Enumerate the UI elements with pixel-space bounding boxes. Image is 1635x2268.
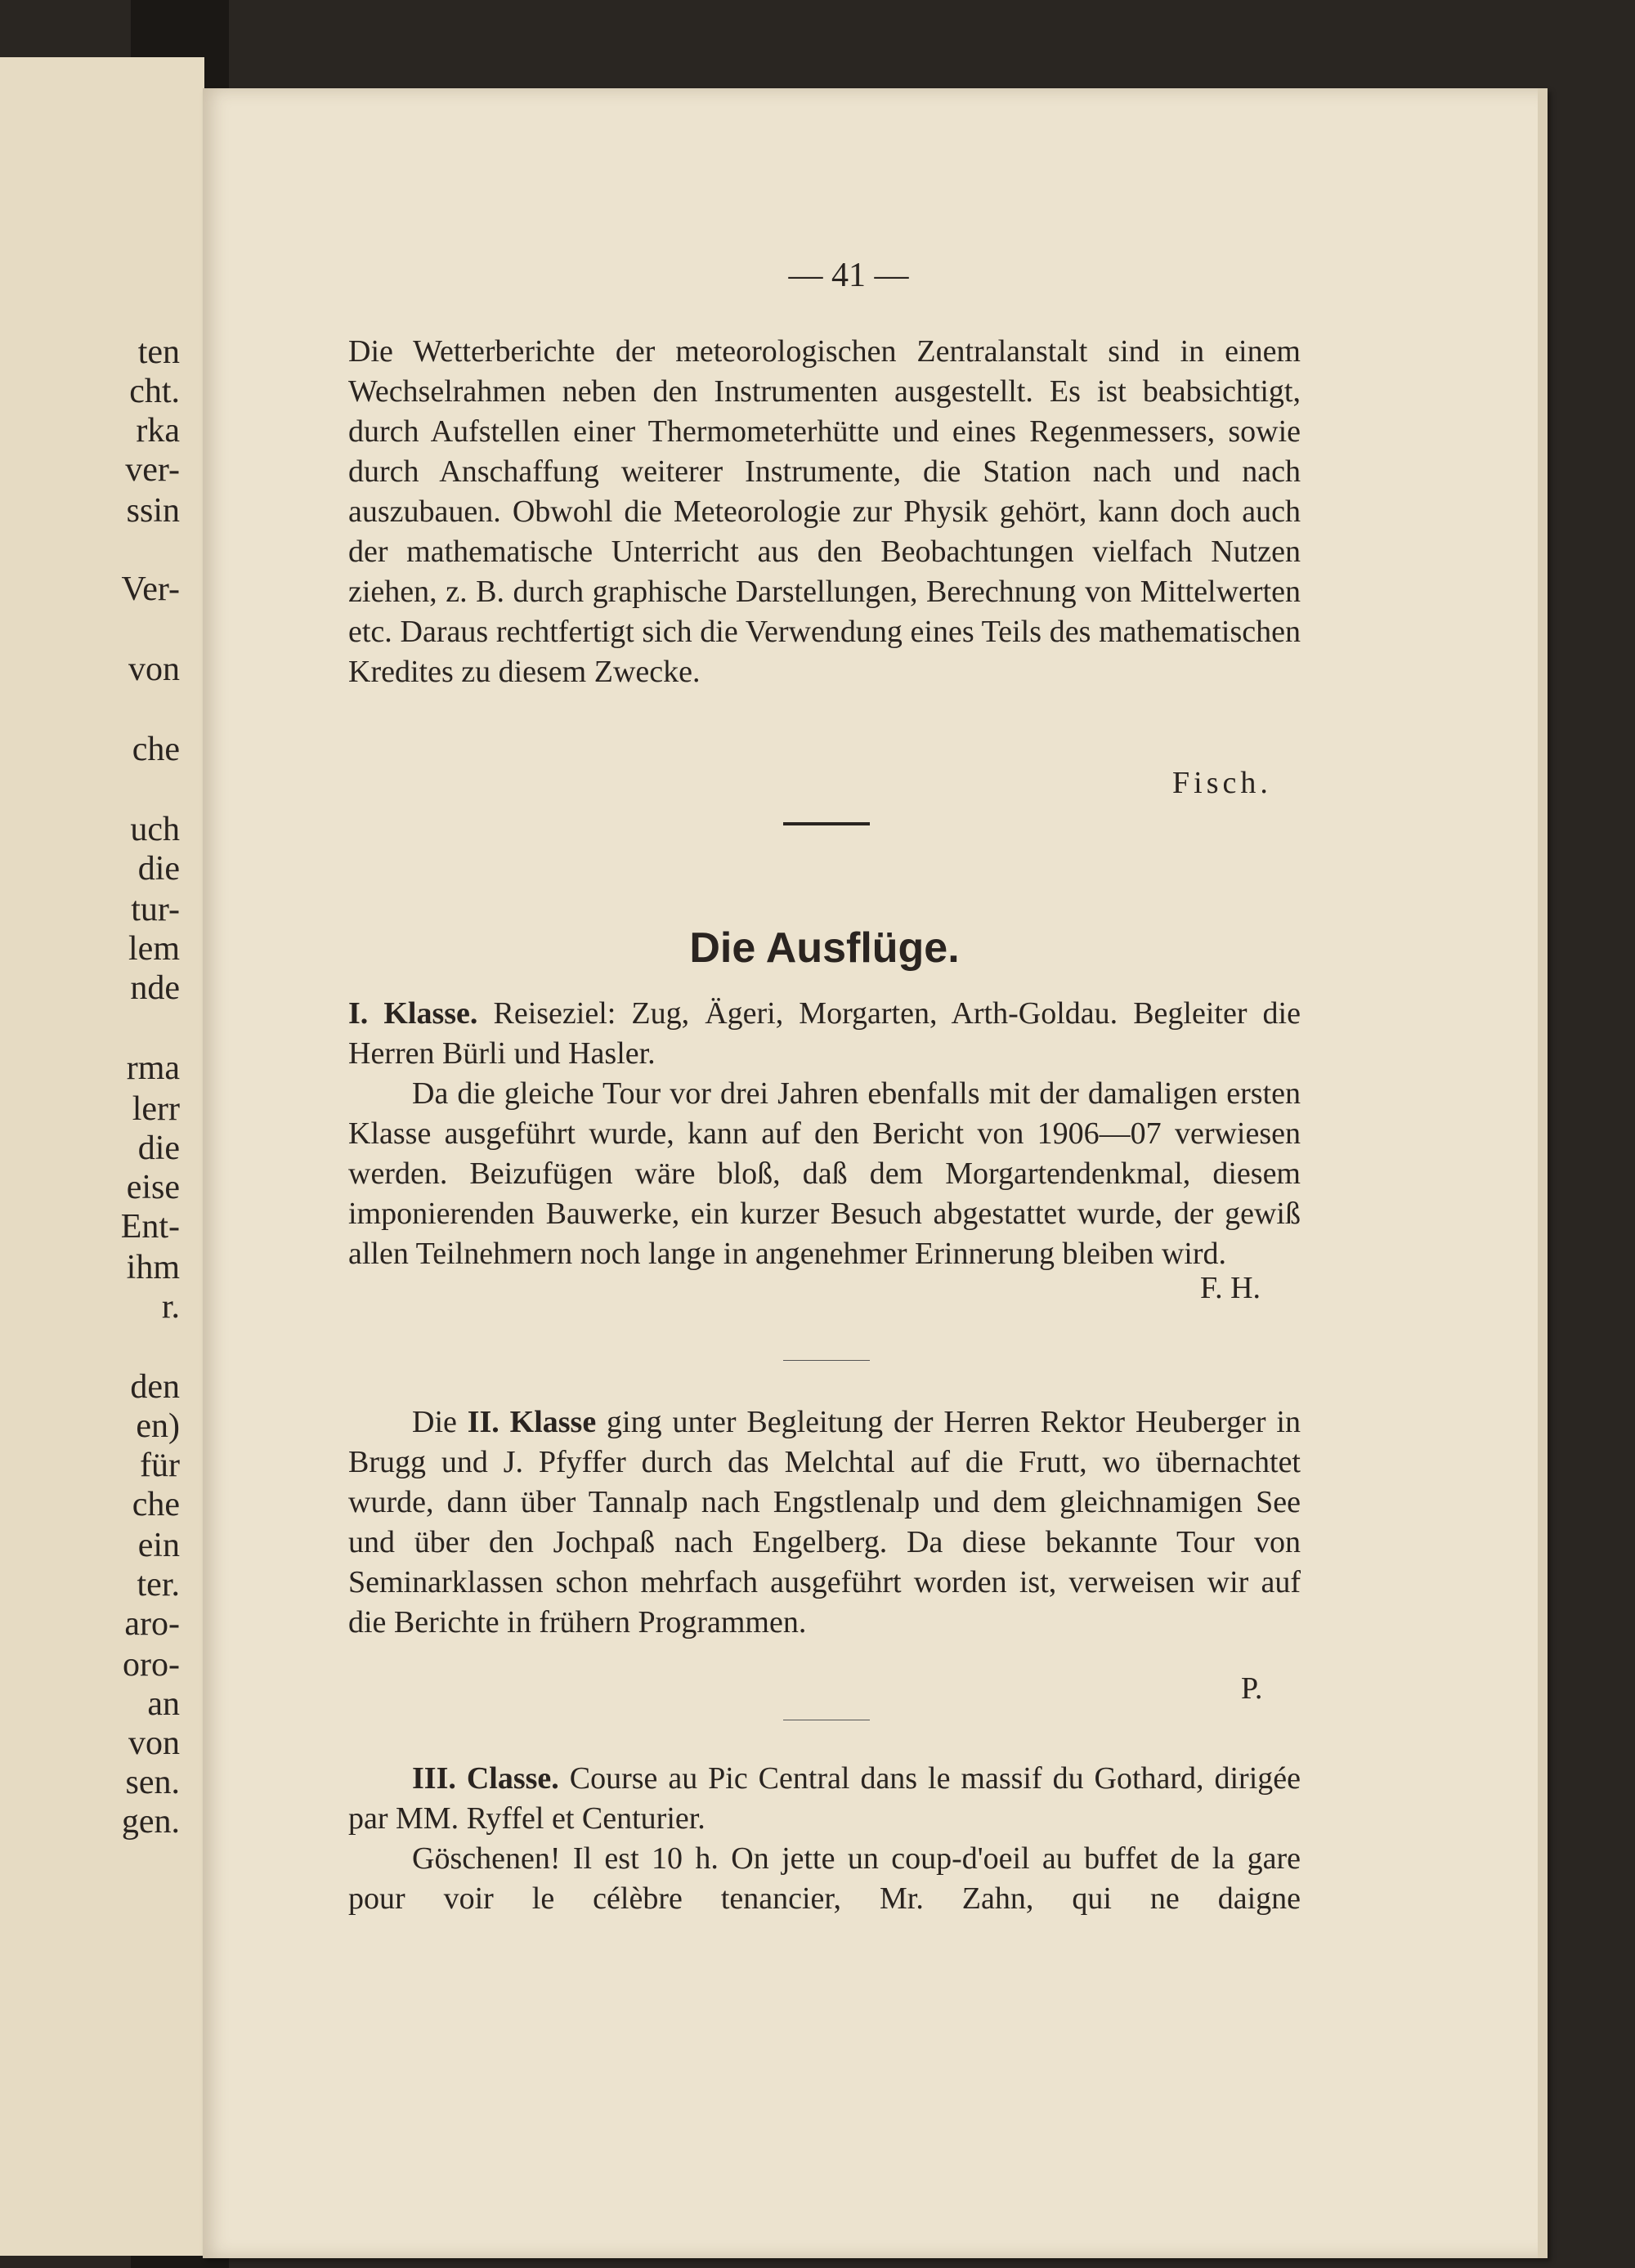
left-page-line: ein <box>137 1527 180 1564</box>
classe-3-body: Göschenen! Il est 10 h. On jette un coup-d'oeil au buffet de la gare pour voir le célèbre tenancier, Mr. Zahn, qui ne daigne <box>348 1841 1301 1916</box>
klasse-1-label: I. Klasse. <box>348 996 478 1031</box>
left-page-line: tur- <box>131 891 180 928</box>
left-page-line: ssin <box>126 492 180 530</box>
left-page-line: eise <box>126 1169 180 1206</box>
left-page-line: en) <box>136 1407 180 1445</box>
left-page-line: lem <box>128 930 180 968</box>
left-page-line: aro- <box>124 1605 180 1643</box>
left-page-line: oro- <box>123 1646 180 1684</box>
page-number: — 41 — <box>788 257 909 294</box>
left-page-line: den <box>130 1368 180 1406</box>
left-page-line: che <box>132 1486 180 1523</box>
short-divider <box>783 1360 870 1361</box>
klasse-2-text: ging unter Begleitung der Herren Rektor Heuberger in Brugg und J. Pfyffer durch das Melchtal auf die Frutt, wo übernachtet wurde, dann über Tannalp nach Engstlenalp und dem gleichnamigen See und über den Jochpaß nach Engelberg. Da diese bekannte Tour von Seminarklassen schon mehrfach ausgeführt worden ist, verweisen wir auf die Berichte in frühern Programmen. <box>348 1405 1301 1639</box>
klasse-1-intro-text: Reiseziel: Zug, Ägeri, Morgarten, Arth-Goldau. Begleiter die Herren Bürli und Hasler. <box>348 996 1301 1071</box>
klasse-2-label: II. Klasse <box>467 1405 597 1439</box>
klasse-2-prefix: Die <box>412 1405 457 1439</box>
klasse-1-body: Da die gleiche Tour vor drei Jahren ebenfalls mit der damaligen ersten Klasse ausgeführt wurde, kann auf den Bericht von 1906—07 verwiesen werden. Beizufügen wäre bloß, daß dem Morgartendenkmal, diesem imponierenden Bauwerke, ein kurzer Besuch abgestattet wurde, der gewiß allen Teilnehmern noch lange in angenehmer Erinnerung bleiben wird. <box>348 1076 1301 1271</box>
left-page-line: sen. <box>125 1764 180 1801</box>
section-heading: Die Ausflüge. <box>689 924 960 972</box>
left-page-line: Ver- <box>121 570 180 608</box>
signature-fisch: Fisch. <box>1172 766 1272 800</box>
left-page-line: ter. <box>137 1566 180 1604</box>
left-page-edge <box>0 57 204 2256</box>
classe-3-intro <box>348 1759 1301 1839</box>
left-page-line: Ent- <box>120 1208 180 1246</box>
left-page-line: die <box>137 850 180 888</box>
klasse-2-paragraph <box>348 1402 1301 1643</box>
signature-p: P. <box>1241 1671 1263 1706</box>
left-page-line: für <box>140 1447 180 1484</box>
section-divider <box>783 822 870 825</box>
klasse-1-intro <box>348 994 1301 1074</box>
classe-3-intro-text: Course au Pic Central dans le massif du Gothard, dirigée par MM. Ryffel et Centurier. <box>348 1761 1301 1836</box>
left-page-line: r. <box>161 1288 180 1326</box>
left-page-line: gen. <box>121 1803 180 1841</box>
weather-report-section <box>348 332 1301 692</box>
klasse-2-section <box>348 1402 1301 1643</box>
left-page-line: ten <box>137 333 180 371</box>
signature-fh: F. H. <box>1200 1271 1261 1305</box>
left-page-line: che <box>132 731 180 768</box>
page-edge <box>1538 88 1548 2258</box>
left-page-line: ver- <box>125 451 180 489</box>
left-page-line: cht. <box>129 373 180 410</box>
classe-3-section <box>348 1759 1301 1919</box>
left-page-line: von <box>128 1724 180 1762</box>
book-page <box>203 88 1548 2258</box>
left-page-line: rma <box>126 1049 180 1087</box>
left-page-line: lerr <box>132 1090 180 1128</box>
klasse-1-section <box>348 994 1301 1274</box>
left-page-line: uch <box>130 811 180 848</box>
left-page-line: ihm <box>126 1249 180 1286</box>
left-page-line: an <box>147 1685 180 1723</box>
weather-report-paragraph: Die Wetterberichte der meteorologischen Zentralanstalt sind in einem Wechselrahmen neben den Instrumenten ausgestellt. Es ist beabsichtigt, durch Aufstellen einer Thermometerhütte und eines Regenmessers, sowie durch Anschaffung weiterer Instrumente, die Station nach und nach auszubauen. Obwohl die Meteorologie zur Physik gehört, kann doch auch der mathematische Unterricht aus den Beobachtungen vielfach Nutzen ziehen, z. B. durch graphische Darstellungen, Berechnung von Mittelwerten etc. Daraus rechtfertigt sich die Verwendung eines Teils des mathematischen Kredites zu diesem Zwecke. <box>348 334 1301 689</box>
left-page-line: die <box>137 1130 180 1167</box>
left-page-line: von <box>128 651 180 688</box>
left-page-line: nde <box>130 969 180 1007</box>
classe-3-label: III. Classe. <box>412 1761 559 1796</box>
left-page-line: rka <box>136 412 180 450</box>
